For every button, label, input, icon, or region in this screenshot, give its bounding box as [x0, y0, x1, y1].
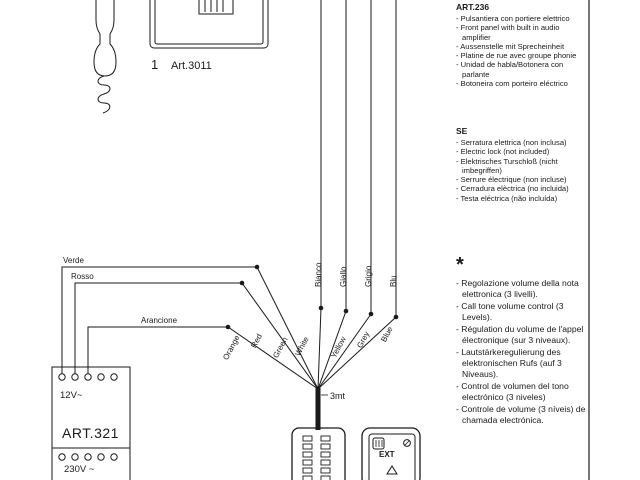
note-section-volume [456, 256, 588, 427]
note-item: - Controle de volume (3 níveis) de chamada electrónica. [456, 404, 586, 425]
note-item: - Serratura elettrica (non inclusa) [456, 138, 567, 147]
speaker-grille [199, 0, 233, 14]
wire-label-grigio: Grigio [364, 265, 373, 287]
wire-label-giallo: Giallo [339, 266, 348, 287]
note-item: - Front panel with built in audio amplifier [456, 23, 560, 42]
wire-label-grey: Grey [355, 329, 372, 350]
note-section-art236 [456, 2, 588, 88]
note-title-se: SE [456, 126, 468, 136]
note-item: - Testa eléctrica (não incluída) [456, 193, 558, 203]
note-item: - Serrure électrique (non incluse) [456, 175, 567, 185]
note-title-art236: ART.236 [456, 2, 490, 12]
note-item: - Régulation du volume de l'appel électronique (sur 3 niveaux). [456, 324, 584, 345]
note-item: - Electric lock (not included) [456, 147, 550, 157]
note-item: - Botoneira com porteiro eléctrico [456, 79, 568, 89]
note-item: - Aussenstelle mit Sprecheinheit [456, 41, 565, 51]
handset-drawing [94, 0, 116, 113]
wire-label-orange: Orange [221, 333, 242, 362]
handset-cord [98, 76, 110, 113]
transformer-12v-label: 12V~ [60, 390, 83, 401]
note-item: - Control de volumen del tono electrónico (3 niveles) [456, 381, 569, 402]
note-item: - Elektrisches Turschloß (nicht imbegriffen) [456, 156, 558, 175]
note-item: - Platine de rue avec groupe phonie [456, 51, 577, 61]
connector-block-drawing [292, 428, 345, 480]
wire-label-arancione: Arancione [141, 316, 178, 325]
figure-item-code: Art.3011 [171, 60, 212, 72]
wire-label-white: White [293, 335, 311, 358]
wire-label-rosso: Rosso [71, 272, 94, 281]
cable-length-label: 3mt [330, 391, 346, 401]
wire-label-bianco: Bianco [314, 262, 323, 287]
note-item: - Lautstärkeregulierung des elektronischen Rufs (auf 3 Niveaus). [456, 347, 562, 379]
wire-label-blu: Blu [389, 275, 398, 287]
note-title-asterisk: * [456, 254, 464, 276]
wire-label-green: Green [271, 335, 290, 360]
note-item: - Regolazione volume della nota elettronica (3 livelli). [456, 278, 579, 299]
wire-label-yellow: Yellow [329, 335, 348, 360]
figure-item-number: 1 [151, 57, 159, 72]
wiring [62, 0, 398, 430]
wire-label-verde: Verde [63, 256, 84, 265]
transformer-230v-label: 230V ~ [64, 464, 95, 475]
wire-label-blue: Blue [379, 325, 395, 344]
note-item: - Pulsantiera con portiere elettrico [456, 14, 570, 23]
transformer-model-label: ART.321 [62, 425, 119, 441]
note-item: - Unidad de habla/Botonera con parlante [456, 60, 564, 79]
wire-label-red: Red [249, 332, 265, 350]
ext-speaker-label: EXT [379, 450, 395, 459]
note-section-se [456, 126, 588, 203]
arrow-icon [387, 466, 397, 474]
note-item: - Call tone volume control (3 Levels). [456, 301, 564, 322]
note-item: - Cerradura elèctrica (no incluida) [456, 184, 569, 194]
front-panel-drawing [150, 0, 268, 48]
